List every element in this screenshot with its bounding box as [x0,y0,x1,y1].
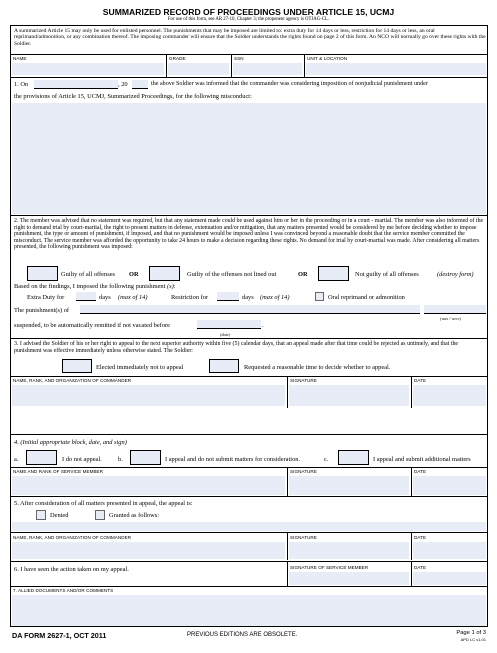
restriction-label: Restriction for [171,294,209,301]
item1-date-field[interactable] [34,80,118,89]
guilty-some-label: Guilty of the offenses not lined out [187,271,277,278]
granted-checkbox[interactable] [95,510,105,520]
sig2-top-line [10,467,488,468]
item6-signature-label: SIGNATURE OF SERVICE MEMBER [290,565,369,570]
sig2-divider-2 [411,467,412,496]
time-to-decide-label: Requested a reasonable time to decide whether to appeal. [244,364,391,371]
obsolete-note: PREVIOUS EDITIONS ARE OBSOLETE. [187,632,298,638]
denied-checkbox[interactable] [36,510,46,520]
days-label-2: days [242,294,254,301]
sig1-divider-2 [411,376,412,408]
sig1-name-label: NAME, RANK, AND ORGANIZATION OF COMMANDER [13,378,132,383]
item2-top-line [10,215,488,216]
sig1-divider-1 [287,376,288,408]
item2-text: 2. The member was advised that no statement was required, but that any statement made could be used against him or her in the proceeding or in a court - martial. The member was also informed of the right to demand trial by court-martial, the right to present matters in defense, extenuation and/or mitigation, that any matters presented would be considered by me before deciding whether to impose punishment, the type or amount of punishment, if imposed, and that no punishment would be imposed unless I was convinced beyond a reasonable doubt that the service member committed the misconduct. The service member was afforded the opportunity to take 24 hours to make a decision regarding these rights. No demand for trial by court-martial was made. After considering all matters presented, the following punishment was imposed: [14,218,484,251]
form-number: DA FORM 2627-1, OCT 2011 [12,631,107,640]
restriction-days-field[interactable] [217,292,239,301]
item1-top-line [10,77,488,78]
sig1-date-label: DATE [414,378,427,383]
appeal-no-matters-initial-box[interactable] [130,450,161,465]
sig2-date-label: DATE [414,469,427,474]
no-appeal-label: Elected immediately not to appeal [96,364,184,371]
item1-year-field[interactable] [132,80,148,89]
punishment-of-label: The punishment(s) of [14,307,70,314]
item6-top-line [10,561,488,562]
time-to-decide-checkbox[interactable] [209,359,239,373]
intro-text: A summarized Article 15 may only be used for enlisted personnel. The punishments that may be imposed are limited to: extra duty for 14 days or less, restriction for 14 days or less, an oral reprimand/admonition, or any combination thereof. The imposing commander will ensure that the Soldier understands the rights found on page 2 of this form. An NCO will normally go over these rights with the Soldier. [14,28,486,47]
page-number: Page 1 of 3 [456,630,486,636]
item1-text-a: the above Soldier was informed that the commander was considering imposition of nonjudicial punishment under [151,81,428,87]
item4-c-text: I appeal and submit additional matters [373,456,471,463]
sig3-date-field[interactable] [413,542,486,559]
sig2-signature-field[interactable] [289,476,409,495]
sig1-signature-label: SIGNATURE [290,378,317,383]
oral-reprimand-checkbox[interactable] [315,292,324,301]
item1-text-b: the provisions of Article 15, UCMJ, Summarized Proceedings, for the following misconduct: [14,93,252,100]
sig3-divider-2 [411,532,412,560]
item6-signature-field[interactable] [289,572,409,585]
item4-c: c. [324,456,329,463]
based-on-label: Based on the findings, I imposed the following punishment (s): [14,283,176,290]
sig2-divider-1 [287,467,288,496]
form-subtitle: For use of this form, see AR 27-10, Chapter 3; the proponent agency is OTJAG-CL. [167,17,330,22]
name-field[interactable] [12,63,164,75]
extra-duty-days-field[interactable] [76,292,96,301]
not-guilty-label: Not guilty of all offenses [355,271,419,278]
item4-text: 4. (Initial appropriate block, date, and sign) [14,439,127,446]
punishment-of-field[interactable] [80,305,420,314]
sig1-signature-field[interactable] [289,385,409,406]
grade-label: GRADE [169,56,186,61]
item4-b-text: I appeal and do not submit matters for consideration. [165,456,301,463]
misconduct-field[interactable] [12,103,486,214]
no-appeal-checkbox[interactable] [62,359,92,373]
sig1-top-line [10,376,488,377]
not-guilty-checkbox[interactable] [318,266,349,281]
sig3-signature-label: SIGNATURE [290,535,317,540]
guilty-some-checkbox[interactable] [149,266,180,281]
item6-text: 6. I have seen the action taken on my appeal. [14,566,129,573]
suspended-period: . [262,322,264,329]
item4-b: b. [118,456,123,463]
no-appeal-initial-box[interactable] [26,450,57,465]
allied-documents-field[interactable] [12,595,486,626]
or-label-1: OR [129,271,139,278]
sig2-signature-label: SIGNATURE [290,469,317,474]
was-were-label: (was / were) [440,316,462,321]
extra-duty-label: Extra Duty for [27,294,65,301]
sig3-name-field[interactable] [12,542,285,559]
based-on-s: (s) [167,283,174,290]
item4-a-text: I do not appeal. [62,456,102,463]
max-label-1: (max of 14) [118,294,148,301]
id-divider-3 [304,54,305,77]
form-title: SUMMARIZED RECORD OF PROCEEDINGS UNDER ARTICLE 15, UCMJ [102,7,395,17]
max-label-2: (max of 14) [260,294,290,301]
item5-text: 5. After consideration of all matters presented in appeal, the appeal is: [14,500,193,507]
item4-a: a. [14,456,19,463]
item6-date-label: DATE [414,565,427,570]
id-divider-2 [231,54,232,77]
sig3-top-line [10,532,488,533]
date-note: (date) [220,332,231,337]
sig1-date-field[interactable] [413,385,486,406]
unit-field[interactable] [306,63,486,75]
suspended-date-field[interactable] [197,320,261,329]
grade-field[interactable] [168,63,229,75]
item1-on: 1. On [14,81,29,88]
sig3-name-label: NAME, RANK, AND ORGANIZATION OF COMMANDER [13,535,132,540]
id-row-top-line [10,54,488,55]
item4-top-line [10,434,488,435]
item1-year-label: , 20 [118,81,128,88]
sig2-name-label: NAME AND RANK OF SERVICE MEMBER [13,469,104,474]
name-label: NAME [13,56,27,61]
sig3-date-label: DATE [414,535,427,540]
item5-top-line [10,496,488,497]
suspended-label: suspended, to be automatically remitted if not vacated before [14,322,170,329]
apd-version: APD LC v1.01 [460,637,486,642]
based-on-text: Based on the findings, I imposed the following punishment [14,283,166,290]
appeal-decision-field[interactable] [12,522,486,531]
ssn-label: SSN [234,56,244,61]
denied-label: Denied [50,512,69,519]
item6-divider-2 [411,561,412,586]
days-label-1: days [99,294,111,301]
guilty-all-label: Guilty of all offenses [61,271,116,278]
item3-top-line [10,338,488,339]
guilty-all-checkbox[interactable] [27,266,58,281]
or-label-2: OR [298,271,308,278]
item7-top-line [10,586,488,587]
granted-label: Granted as follows: [109,512,160,519]
unit-label: UNIT & LOCATION [307,56,348,61]
item6-divider-1 [287,561,288,586]
ssn-field[interactable] [233,63,302,75]
sig2-name-field[interactable] [12,476,285,495]
was-were-field[interactable] [424,305,486,314]
item3-text: 3. I advised the Soldier of his or her right to appeal to the next superior authority within five (5) calendar days, that an appeal made after that time could be rejected as untimely, and that the punishment was effective immediately unless otherwise stated. The Soldier: [14,341,459,354]
sig2-date-field[interactable] [413,476,486,495]
oral-reprimand-label: Oral reprimand or admonition [328,294,405,301]
item6-date-field[interactable] [413,572,486,585]
id-divider-1 [166,54,167,77]
sig3-signature-field[interactable] [289,542,409,559]
appeal-with-matters-initial-box[interactable] [338,450,369,465]
item7-label: 7. ALLIED DOCUMENTS AND/OR COMMENTS [13,588,114,593]
sig3-divider-1 [287,532,288,560]
sig1-name-field[interactable] [12,385,285,406]
destroy-form-note: (destroy form) [437,271,474,278]
